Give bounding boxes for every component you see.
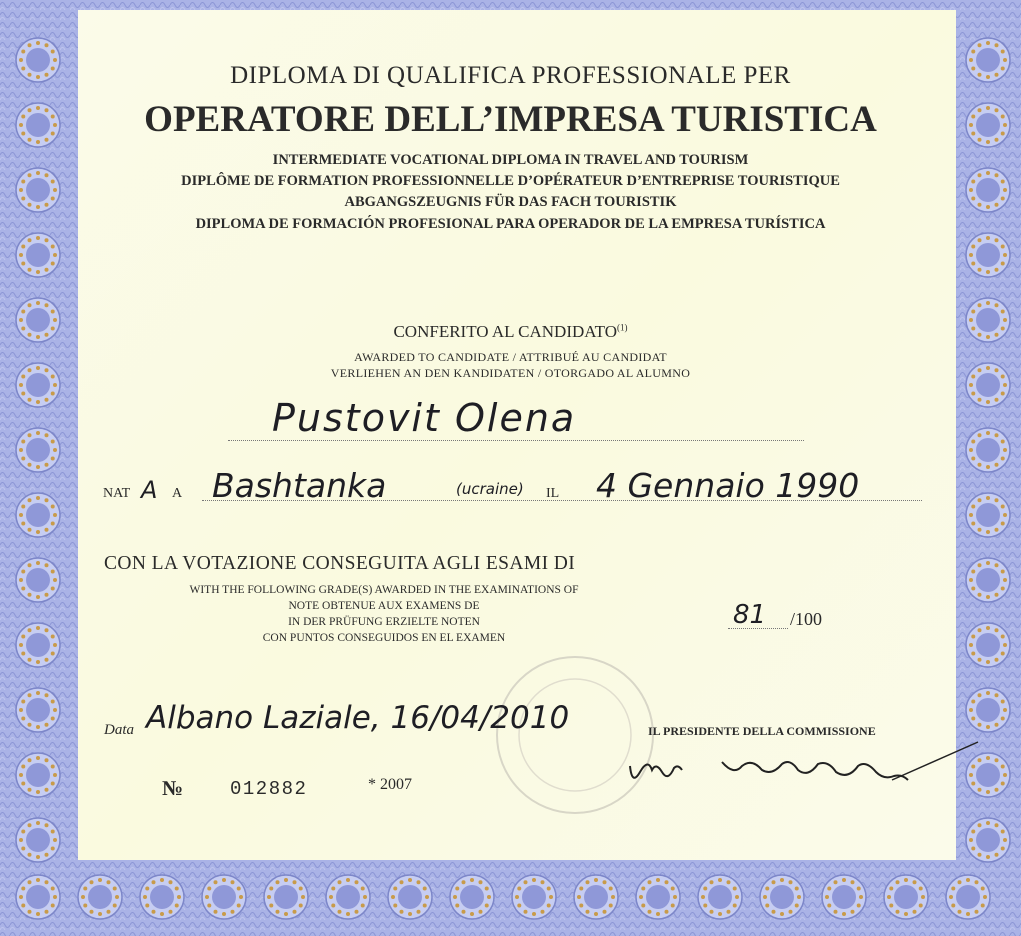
star-medallion: [450, 875, 494, 919]
star-medallion: [16, 623, 60, 667]
issue-place-date: Albano Laziale, 16/04/2010: [146, 700, 570, 736]
grade-translation-3: IN DER PRÜFUNG ERZIELTE NOTEN: [288, 616, 480, 628]
grade-max: /100: [790, 609, 823, 629]
star-medallion: [966, 623, 1010, 667]
date-label: Data: [104, 722, 134, 738]
star-medallion: [966, 558, 1010, 602]
number-symbol: №: [162, 776, 184, 800]
star-medallion: [946, 875, 990, 919]
president-label: IL PRESIDENTE DELLA COMMISSIONE: [648, 724, 876, 738]
birth-dotted-line: [202, 500, 922, 501]
star-medallion: [78, 875, 122, 919]
star-medallion: [202, 875, 246, 919]
star-medallion: [966, 818, 1010, 862]
star-medallion: [574, 875, 618, 919]
title-translation-en: INTERMEDIATE VOCATIONAL DIPLOMA IN TRAVEL AND TOURISM: [272, 152, 749, 168]
grade-dotted-line: [728, 628, 788, 629]
grade-translation-1: WITH THE FOLLOWING GRADE(S) AWARDED IN THE EXAMINATIONS OF: [189, 584, 579, 596]
star-medallion: [698, 875, 742, 919]
birth-gender-suffix: A: [141, 476, 158, 504]
birth-label-il: IL: [546, 486, 560, 501]
star-medallion: [760, 875, 804, 919]
candidate-name: Pustovit Olena: [272, 396, 577, 440]
star-medallion: [16, 753, 60, 797]
star-medallion: [822, 875, 866, 919]
star-medallion: [966, 688, 1010, 732]
star-medallion: [16, 818, 60, 862]
birth-country: (ucraine): [456, 480, 524, 498]
star-medallion: [140, 875, 184, 919]
awarded-translation-1: AWARDED TO CANDIDATE / ATTRIBUÉ AU CANDIDAT: [354, 350, 667, 364]
birth-date: 4 Gennaio 1990: [596, 466, 860, 505]
awarded-heading: CONFERITO AL CANDIDATO$^{(1)}$: [393, 322, 628, 341]
star-medallion: [16, 875, 60, 919]
star-medallion: [264, 875, 308, 919]
series-label: * 2007: [368, 776, 412, 793]
star-medallion: [966, 233, 1010, 277]
diploma-title-line1: DIPLOMA DI QUALIFICA PROFESSIONALE PER: [230, 62, 791, 89]
awarded-translation-2: VERLIEHEN AN DEN KANDIDATEN / OTORGADO AL ALUMNO: [330, 366, 691, 380]
star-medallion: [884, 875, 928, 919]
grade-translation-2: NOTE OBTENUE AUX EXAMENS DE: [288, 600, 480, 612]
star-medallion: [388, 875, 432, 919]
name-dotted-line: [228, 440, 804, 441]
star-medallion: [512, 875, 556, 919]
birth-label-a: A: [172, 486, 183, 501]
diploma-title-line2: OPERATORE DELL’IMPRESA TURISTICA: [144, 99, 877, 140]
star-medallion: [16, 688, 60, 732]
president-signature: [622, 736, 982, 796]
star-medallion: [16, 558, 60, 602]
title-translation-de: ABGANGSZEUGNIS FÜR DAS FACH TOURISTIK: [344, 194, 677, 210]
footnote-mark: (1): [617, 322, 628, 333]
diploma-number: 012882: [230, 778, 308, 800]
grade-score: 81: [733, 600, 767, 630]
star-medallion: [16, 233, 60, 277]
star-medallion: [966, 493, 1010, 537]
title-translation-es: DIPLOMA DE FORMACIÓN PROFESIONAL PARA OPERADOR DE LA EMPRESA TURÍSTICA: [195, 216, 826, 232]
star-medallion: [16, 428, 60, 472]
title-translation-fr: DIPLÔME DE FORMATION PROFESSIONNELLE D’OPÉRATEUR D’ENTREPRISE TOURISTIQUE: [181, 173, 840, 189]
star-medallion: [636, 875, 680, 919]
birth-label-nat: NAT: [103, 486, 131, 501]
birth-place: Bashtanka: [212, 466, 387, 505]
grade-heading: CON LA VOTAZIONE CONSEGUITA AGLI ESAMI DI: [104, 553, 576, 574]
star-medallion: [966, 428, 1010, 472]
star-medallion: [326, 875, 370, 919]
grade-translation-4: CON PUNTOS CONSEGUIDOS EN EL EXAMEN: [262, 632, 506, 644]
star-medallion: [16, 493, 60, 537]
